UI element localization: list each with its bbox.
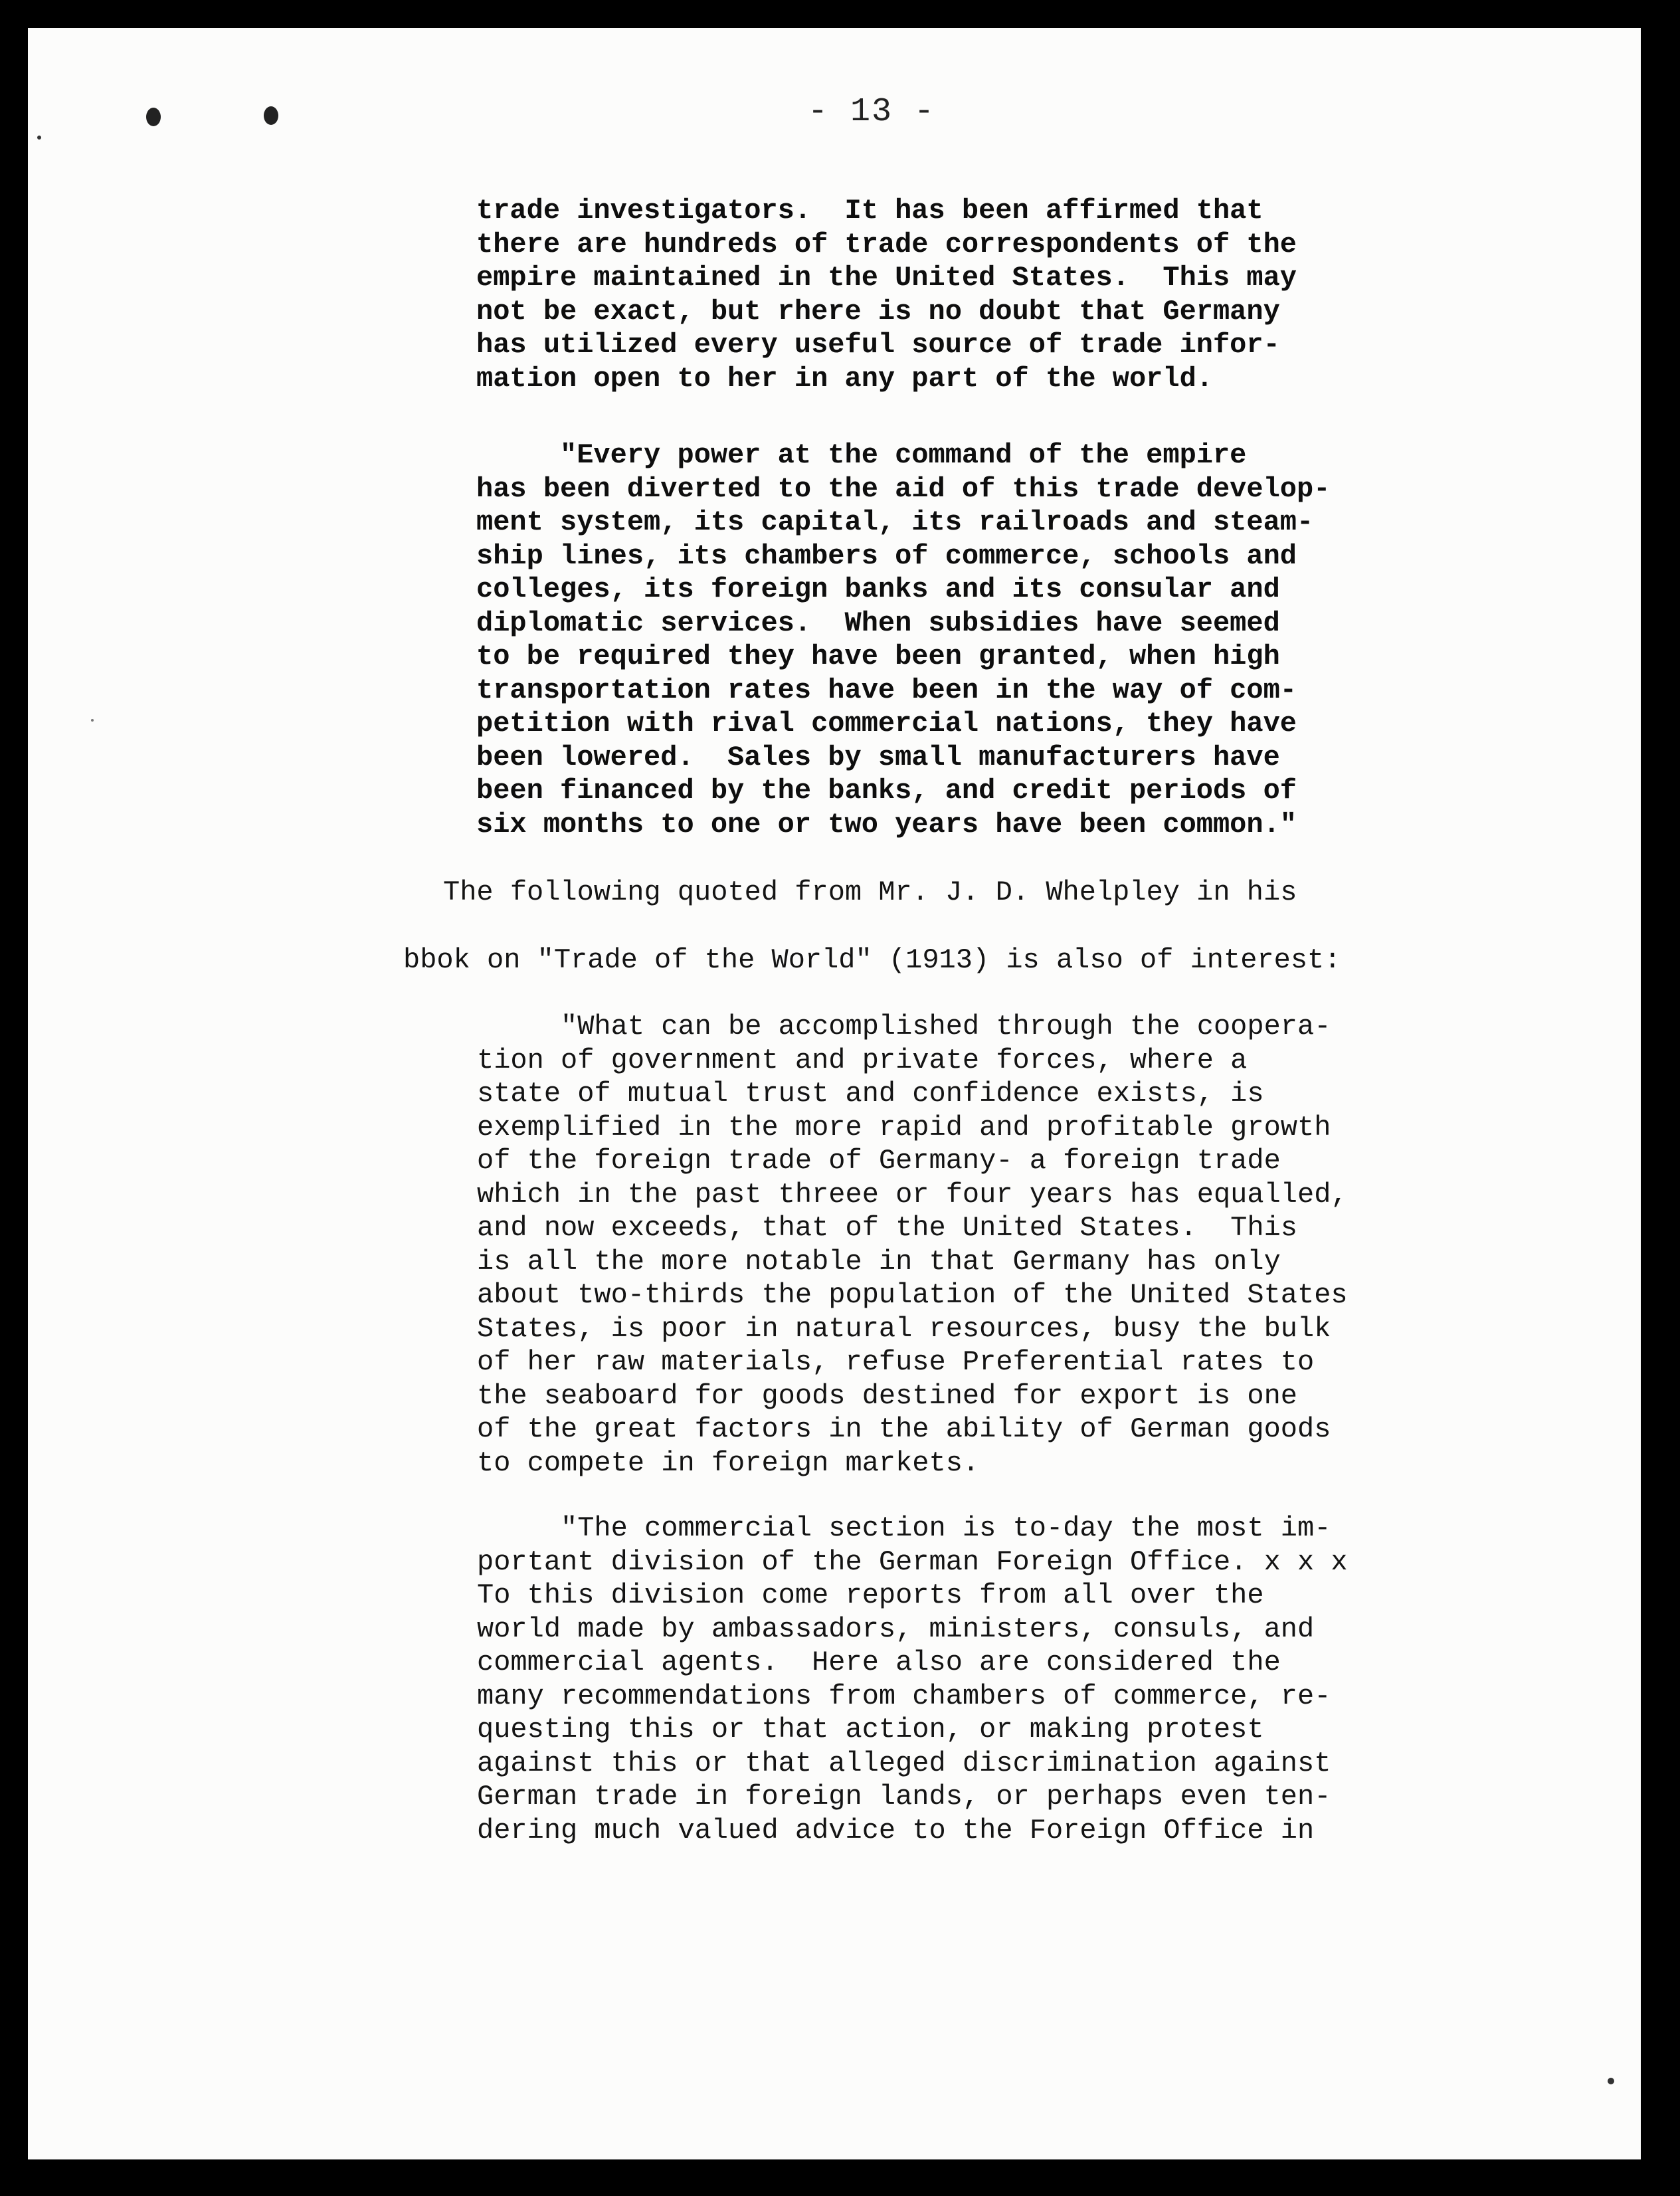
paragraph-commercial-section-quote: "The commercial section is to-day the most im- portant division of the German Foreign Office. x x x To this division come reports from all over the world made by ambassadors, ministers, consuls, and commercial agents. Here also are considered the many recommendations from chambers of commerce, re- questing this or that action, or making protest against this or that alleged discrimination against German trade in foreign lands, or perhaps even ten- dering much valued advice to the Foreign Office in	[477, 1512, 1348, 1847]
scan-speck	[91, 719, 94, 722]
punch-hole-mark	[264, 106, 278, 125]
punch-hole-mark	[146, 108, 161, 126]
scan-speck	[37, 136, 41, 140]
document-page	[28, 28, 1641, 2159]
scan-speck	[1608, 2078, 1614, 2084]
paragraph-cooperation-quote: "What can be accomplished through the coopera- tion of government and private forces, where a state of mutual trust and confidence exists, is exemplified in the more rapid and profitable growth of the foreign trade of Germany- a foreign trade which in the past threee or four years has equalled, and now exceeds, that of the United States. This is all the more notable in that Germany has only about two-thirds the population of the United States States, is poor in natural resources, busy the bulk of her raw materials, refuse Preferential rates to the seaboard for goods destined for export is one of the great factors in the ability of German goods to compete in foreign markets.	[477, 1011, 1348, 1479]
paragraph-every-power-quote: "Every power at the command of the empire has been diverted to the aid of this trade develop- ment system, its capital, its railroads and steam- ship lines, its chambers of commerce, schools and colleges, its foreign banks and its consular and diplomatic services. When subsidies have seemed to be required they have been granted, when high transportation rates have been in the way of com- petition with rival commercial nations, they have been lowered. Sales by small manufacturers have been financed by the banks, and credit periods of six months to one or two years have been common."	[476, 439, 1331, 841]
paragraph-book-reference: bbok on "Trade of the World" (1913) is also of interest:	[403, 944, 1341, 976]
page-number: - 13 -	[807, 93, 936, 131]
paragraph-whelpley-intro: The following quoted from Mr. J. D. Whelpley in his	[443, 876, 1297, 908]
paragraph-trade-investigators: trade investigators. It has been affirmed that there are hundreds of trade correspondents of the empire maintained in the United States. This may not be exact, but rhere is no doubt that Germany has utilized every useful source of trade infor- mation open to her in any part of the world.	[476, 195, 1297, 395]
